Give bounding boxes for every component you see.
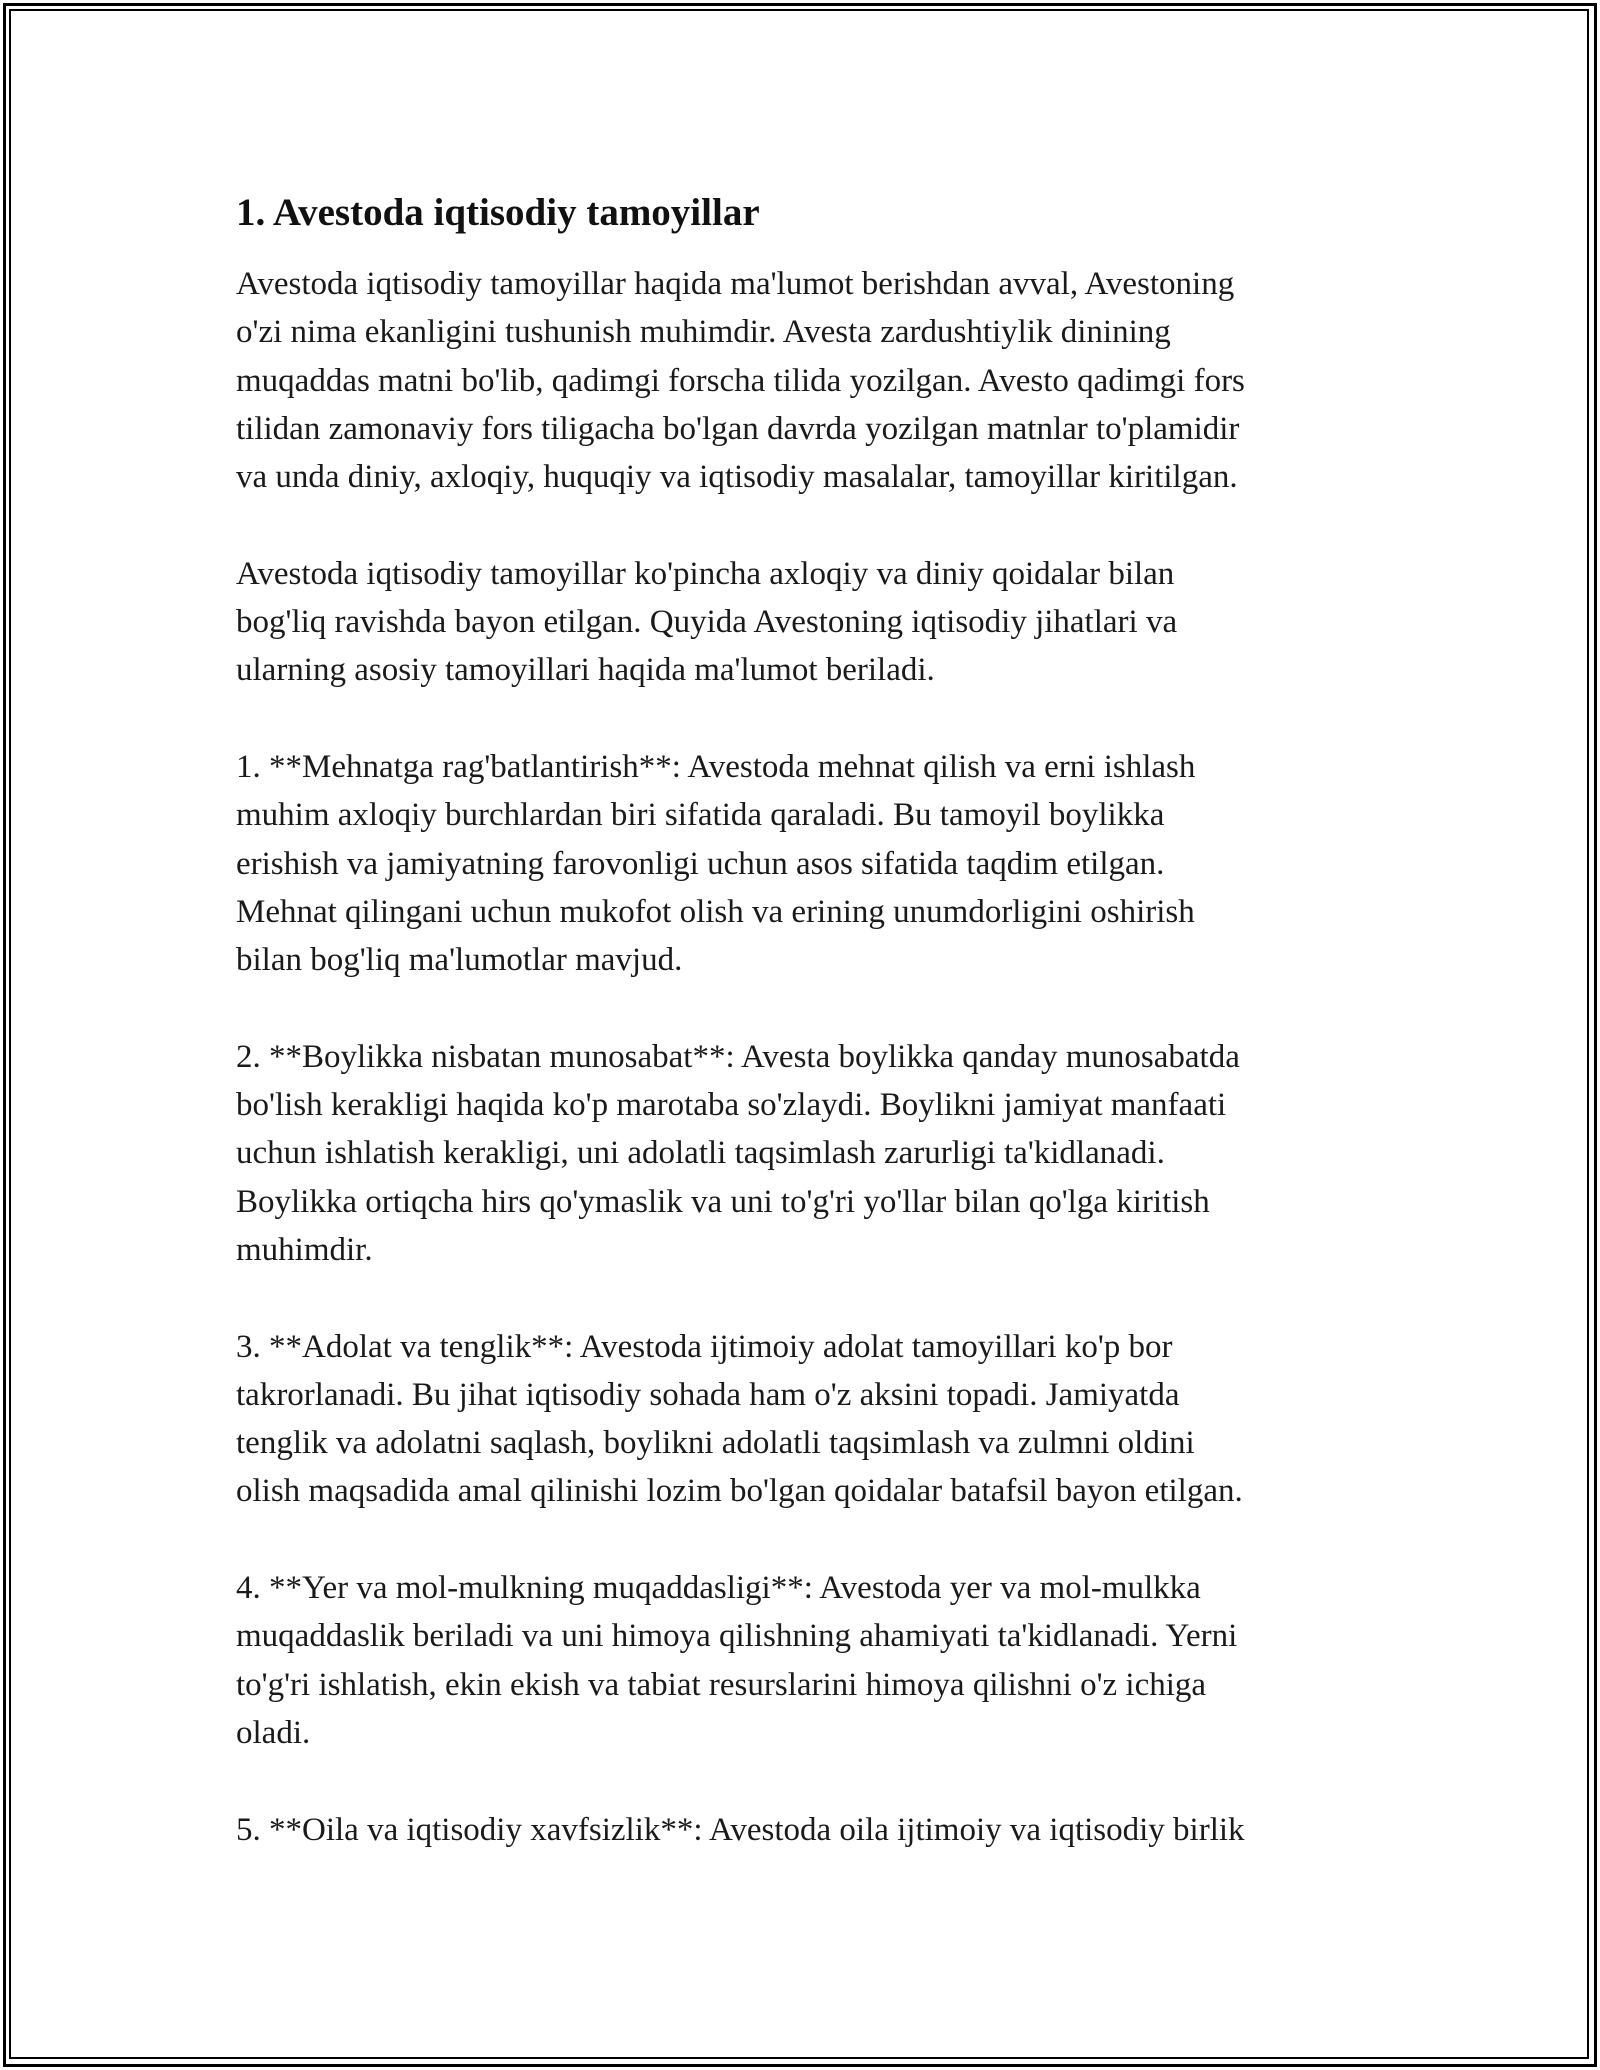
overview-paragraph	[236, 550, 1376, 695]
text-line: 5. **Oila va iqtisodiy xavfsizlik**: Avestoda oila ijtimoiy va iqtisodiy birlik	[236, 1811, 1245, 1848]
text-line: erishish va jamiyatning farovonligi uchun asos sifatida taqdim etilgan.	[236, 845, 1165, 882]
text-line: Boylikka ortiqcha hirs qo'ymaslik va uni to'g'ri yo'llar bilan qo'lga kiritish	[236, 1183, 1210, 1220]
text-line: olish maqsadida amal qilinishi lozim bo'lgan qoidalar batafsil bayon etilgan.	[236, 1473, 1243, 1510]
section-heading: 1. Avestoda iqtisodiy tamoyillar	[236, 191, 760, 234]
text-line: bog'liq ravishda bayon etilgan. Quyida Avestoning iqtisodiy jihatlari va	[236, 604, 1178, 641]
list-item-2-paragraph	[236, 1033, 1376, 1274]
text-line: muqaddas matni bo'lib, qadimgi forscha tilida yozilgan. Avesto qadimgi fors	[236, 362, 1245, 399]
text-line: muqaddaslik beriladi va uni himoya qilishning ahamiyati ta'kidlanadi. Yerni	[236, 1618, 1238, 1655]
list-item-3-paragraph	[236, 1323, 1376, 1516]
text-line: muhimdir.	[236, 1231, 373, 1268]
text-line: Avestoda iqtisodiy tamoyillar haqida ma'lumot berishdan avval, Avestoning	[236, 266, 1235, 302]
text-line: 2. **Boylikka nisbatan munosabat**: Avesta boylikka qanday munosabatda	[236, 1038, 1240, 1075]
text-line: bo'lish kerakligi haqida ko'p marotaba so'zlaydi. Boylikni jamiyat manfaati	[236, 1087, 1227, 1124]
list-item-5-paragraph	[236, 1806, 1376, 1854]
text-line: takrorlanadi. Bu jihat iqtisodiy sohada ham o'z aksini topadi. Jamiyatda	[236, 1376, 1180, 1413]
intro-paragraph	[236, 260, 1376, 501]
text-line: Avestoda iqtisodiy tamoyillar ko'pincha axloqiy va diniy qoidalar bilan	[236, 555, 1175, 592]
text-line: muhim axloqiy burchlardan biri sifatida qaraladi. Bu tamoyil boylikka	[236, 797, 1165, 834]
text-line: oladi.	[236, 1714, 311, 1751]
list-item-1-paragraph	[236, 743, 1376, 984]
text-line: bilan bog'liq ma'lumotlar mavjud.	[236, 942, 683, 979]
text-line: o'zi nima ekanligini tushunish muhimdir. Avesta zardushtiylik dinining	[236, 314, 1171, 351]
text-line: Mehnat qilingani uchun mukofot olish va erining unumdorligini oshirish	[236, 893, 1195, 930]
text-line: uchun ishlatish kerakligi, uni adolatli taqsimlash zarurligi ta'kidlanadi.	[236, 1135, 1165, 1172]
text-line: tilidan zamonaviy fors tiligacha bo'lgan davrda yozilgan matnlar to'plamidir	[236, 410, 1240, 447]
text-line: 3. **Adolat va tenglik**: Avestoda ijtimoiy adolat tamoyillari ko'p bor	[236, 1328, 1173, 1365]
document-body	[236, 186, 1376, 1902]
list-item-4-paragraph	[236, 1564, 1376, 1757]
text-line: to'g'ri ishlatish, ekin ekish va tabiat resurslarini himoya qilishni o'z ichiga	[236, 1666, 1207, 1703]
text-line: ularning asosiy tamoyillari haqida ma'lumot beriladi.	[236, 652, 935, 689]
text-line: 4. **Yer va mol-mulkning muqaddasligi**: Avestoda yer va mol-mulkka	[236, 1570, 1201, 1607]
text-line: va unda diniy, axloqiy, huquqiy va iqtisodiy masalalar, tamoyillar kiritilgan.	[236, 459, 1238, 496]
text-line: 1. **Mehnatga rag'batlantirish**: Avestoda mehnat qilish va erni ishlash	[236, 748, 1196, 785]
text-line: tenglik va adolatni saqlash, boylikni adolatli taqsimlash va zulmni oldini	[236, 1425, 1195, 1462]
